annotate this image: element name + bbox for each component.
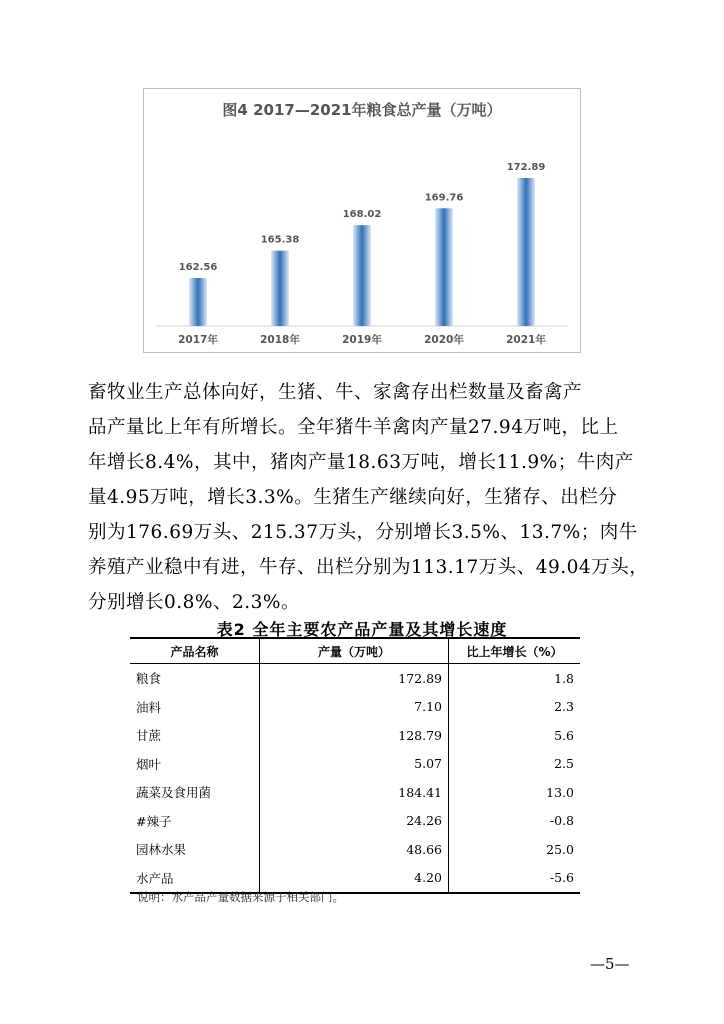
cell-growth: -5.6 [449,864,581,894]
bar [353,225,371,326]
header-growth: 比上年增长（%） [449,638,581,664]
cell-growth: 5.6 [449,721,581,750]
cell-product: 园林水果 [136,842,187,858]
header-output: 产量（万吨） [260,638,449,664]
table-row [130,835,580,864]
table-row [130,693,580,722]
table-title: 表2 全年主要农产品产量及其增长速度 [216,620,508,639]
cell-product: 甘蔗 [136,728,162,744]
data-label: 168.02 [342,209,382,221]
x-tick-label: 2017年 [178,334,218,346]
paragraph-line: 年增长8.4%，其中，猪肉产量18.63万吨，增长11.9%；牛肉产 [88,452,634,473]
cell-product: 烟叶 [136,756,162,772]
table-header-row [130,638,580,664]
cell-growth: 1.8 [449,664,581,693]
x-tick-label: 2020年 [424,334,464,346]
table-row [130,778,580,807]
paragraph-line: 品产量比上年有所增长。全年猪牛羊禽肉产量27.94万吨，比上 [88,417,619,438]
bar [271,251,289,326]
cell-output: 24.26 [260,807,449,836]
cell-output: 184.41 [260,778,449,807]
cell-growth: -0.8 [449,807,581,836]
products-table [130,637,580,894]
bar [517,178,535,326]
cell-growth: 13.0 [449,778,581,807]
x-tick-label: 2019年 [342,334,382,346]
paragraph-line: 分别增长0.8%、2.3%。 [88,592,301,613]
bars-group [178,162,546,346]
table-note: 说明：水产品产量数据来源于相关部门。 [137,890,344,904]
cell-output: 7.10 [260,693,449,722]
cell-growth: 25.0 [449,835,581,864]
cell-output: 172.89 [260,664,449,693]
paragraph-line: 畜牧业生产总体向好，生猪、牛、家禽存出栏数量及畜禽产 [88,382,583,403]
cell-growth: 2.5 [449,750,581,779]
table-row [130,721,580,750]
paragraph-line: 养殖产业稳中有进，牛存、出栏分别为113.17万头、49.04万头， [88,557,649,578]
cell-output: 5.07 [260,750,449,779]
table-row [130,664,580,693]
body-paragraph [88,375,658,620]
cell-product: 水产品 [130,864,260,894]
paragraph-line: 别为176.69万头、215.37万头，分别增长3.5%、13.7%；肉牛 [88,522,638,543]
x-tick-label: 2021年 [506,334,546,346]
grain-output-chart [143,88,581,353]
cell-growth: 2.3 [449,693,581,722]
cell-product: 油料 [136,699,162,715]
cell-output: 128.79 [260,721,449,750]
bar-chart-svg [144,89,580,352]
bar [189,278,207,326]
cell-product: #辣子 [136,813,172,829]
data-label: 172.89 [506,162,546,173]
data-label: 165.38 [260,234,300,246]
x-tick-label: 2018年 [260,334,300,346]
table-row [130,807,580,836]
table-row [130,750,580,779]
data-label: 169.76 [424,192,464,204]
page-number: —5— [590,955,630,973]
header-product-name: 产品名称 [130,638,260,664]
chart-title: 图4 2017—2021年粮食总产量（万吨） [222,101,502,119]
cell-product: 蔬菜及食用菌 [136,785,212,801]
data-label: 162.56 [178,261,218,273]
cell-output: 48.66 [260,835,449,864]
bar [435,208,453,326]
cell-output: 4.20 [260,864,449,894]
paragraph-line: 量4.95万吨，增长3.3%。生猪生产继续向好，生猪存、出栏分 [88,487,618,508]
cell-product: 粮食 [136,671,162,687]
